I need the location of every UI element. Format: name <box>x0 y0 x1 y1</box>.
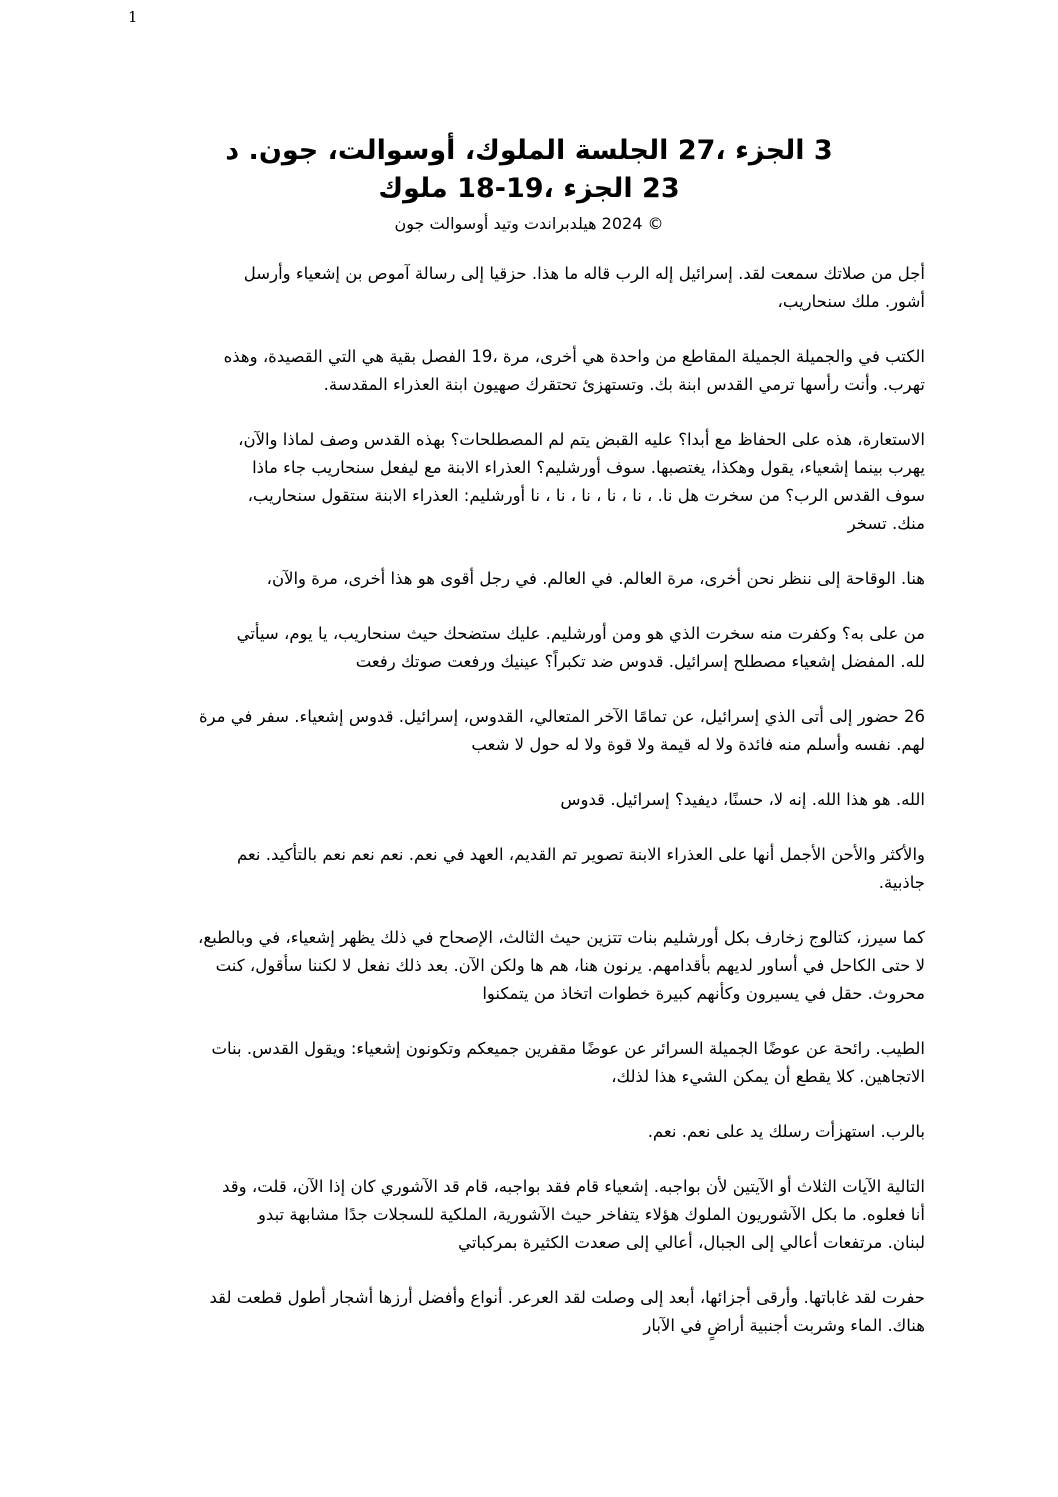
paragraph-line: ‎كنت‏ ‎سأقول،‏ ‎لكننا‏ ‎لا‏ ‎نفعل‏ ‎ذلك‏ ‎بعد‏ ‎الآن.‏ ‎ولكن‏ ‎ها‏ ‎هم‏ ‎هنا،‏ ‎يرنون‏ ‎بأقدامهم.‏ ‎لديهم‏ ‎أساور‏ ‎في‏ ‎الكاحل‏ ‎حتى‏ ‎لا‏ <box>215 956 925 975</box>
paragraph <box>120 841 925 897</box>
paragraph-line: ‎سيأتي‏ ‎يوم،‏ ‎يا‏ ‎سنحاريب،‏ ‎حيث‏ ‎ستضحك‏ ‎عليك‏ ‎أورشليم.‏ ‎ومن‏ ‎هو‏ ‎الذي‏ ‎سخرت‏ ‎منه‏ ‎وكفرت‏ ‎به؟‏ ‎على‏ ‎من‏ <box>236 624 925 643</box>
paragraph <box>120 786 925 814</box>
paragraph <box>120 1173 925 1257</box>
paragraph-line: ‎سنحاريب،‏ ‎ملك‏ ‎أشور.‏ <box>777 292 925 311</box>
paragraph-line: ‎لقد‏ ‎قطعت‏ ‎أطول‏ ‎أشجار‏ ‎أرزها‏ ‎وأفضل‏ ‎أنواع‏ ‎العرعر.‏ ‎لقد‏ ‎وصلت‏ ‎إلى‏ ‎أبعد‏ ‎أجزائها،‏ ‎وأرقى‏ ‎غاباتها.‏ ‎لقد‏ ‎حفرت‏ <box>209 1288 925 1307</box>
paragraph <box>120 426 925 538</box>
paragraph <box>120 343 925 399</box>
paragraph-line: ‎قدوس‏ ‎إسرائيل.‏ ‎ديفيد؟‏ ‎حسنًا،‏ ‎لا،‏ ‎إنه‏ ‎الله.‏ ‎هذا‏ ‎هو‏ ‎الله.‏ <box>560 790 925 809</box>
paragraph-line: ‎جاذبية.‏ <box>878 873 925 892</box>
paragraph-line: ‎وقد‏ ‎قلت،‏ ‎الآن،‏ ‎إذا‏ ‎كان‏ ‎الآشوري‏ ‎قد‏ ‎قام‏ ‎بواجبه،‏ ‎فقد‏ ‎قام‏ ‎إشعياء‏ ‎بواجبه.‏ ‎لأن‏ ‎الآيتين‏ ‎أو‏ ‎الثلاث‏ ‎الآيات‏ ‎التالية‏ <box>222 1177 925 1196</box>
title-line-1: ‎د‏ ‎.جون‏ ‎أوسوالت،‏ ‎الملوك،‏ ‎الجلسة‏ ‎27،‏ ‎الجزء‏ ‎3‏ <box>225 135 833 166</box>
paragraph <box>120 1035 925 1091</box>
paragraph-line: ‎وبالطبع،‏ ‎في‏ ‎إشعياء،‏ ‎يظهر‏ ‎ذلك‏ ‎في‏ ‎الإصحاح‏ ‎الثالث،‏ ‎حيث‏ ‎تتزين‏ ‎بنات‏ ‎أورشليم‏ ‎بكل‏ ‎زخارف‏ ‎كتالوج‏ ‎سيرز،‏ ‎كما‏ <box>198 928 925 947</box>
paragraph <box>120 1284 925 1340</box>
paragraph-line: ‎وأرسل‏ ‎إشعياء‏ ‎بن‏ ‎آموص‏ ‎رسالة‏ ‎إلى‏ ‎حزقيا‏ ‎.هذا‏ ‎ما‏ ‎قاله‏ ‎الرب‏ ‎إله‏ ‎إسرائيل‏ ‎.لقد‏ ‎سمعت‏ ‎صلاتك‏ ‎من‏ ‎أجل‏ <box>243 264 925 283</box>
paragraph-line: ‎نعم‏ ‎بالتأكيد.‏ ‎نعم‏ ‎نعم‏ ‎نعم‏ ‎نعم.‏ ‎في‏ ‎العهد‏ ‎القديم،‏ ‎تم‏ ‎تصوير‏ ‎الابنة‏ ‎العذراء‏ ‎على‏ ‎أنها‏ ‎الأجمل‏ ‎والأحن‏ ‎والأكثر‏ <box>236 845 925 864</box>
paragraph-line: ‎شعب‏ ‎لا‏ ‎حول‏ ‎له‏ ‎ولا‏ ‎قوة‏ ‎ولا‏ ‎قيمة‏ ‎له‏ ‎ولا‏ ‎فائدة‏ ‎منه‏ ‎وأسلم‏ ‎نفسه‏ ‎لهم.‏ <box>471 735 925 754</box>
paragraph-line: ‎والآن،‏ ‎لماذا‏ ‎وصف‏ ‎القدس‏ ‎بهذه‏ ‎المصطلحات؟‏ ‎لم‏ ‎يتم‏ ‎القبض‏ ‎عليه‏ ‎أبدا؟‏ ‎مع‏ ‎الحفاظ‏ ‎على‏ ‎هذه‏ ‎الاستعارة،‏ <box>238 430 925 449</box>
paragraph-line: ‎تسخر‏ ‎منك.‏ <box>847 514 925 533</box>
paragraph-line: ‎والآن،‏ ‎مرة‏ ‎أخرى،‏ ‎هذا‏ ‎هو‏ ‎أقوى‏ ‎رجل‏ ‎في‏ ‎العالم.‏ ‎في‏ ‎العالم.‏ ‎مرة‏ ‎أخرى،‏ ‎نحن‏ ‎ننظر‏ ‎إلى‏ ‎الوقاحة‏ ‎هنا.‏ <box>266 569 925 588</box>
paragraph-line: ‎رفعت‏ ‎صوتك‏ ‎ورفعت‏ ‎عينيك‏ ‎تكبراً؟‏ ‎ضد‏ ‎قدوس‏ ‎إسرائيل.‏ ‎مصطلح‏ ‎إشعياء‏ ‎المفضل‏ ‎لله.‏ <box>355 652 925 671</box>
paragraph-line: ‎ماذا‏ ‎جاء‏ ‎سنحاريب‏ ‎ليفعل‏ ‎مع‏ ‎الابنة‏ ‎العذراء‏ ‎أورشليم؟‏ ‎سوف‏ ‎يغتصبها.‏ ‎وهكذا،‏ ‎يقول‏ ‎إشعياء،‏ ‎بينما‏ ‎يهرب‏ <box>252 458 925 477</box>
paragraph <box>120 620 925 676</box>
copyright-line: ‎جون‏ ‎أوسوالت‏ ‎وتيد‏ ‎هيلدبراندت‏ ‎2024‏ ‎©‏ <box>394 214 664 233</box>
paragraph-line: ‎نعم.‏ ‎نعم.‏ ‎على‏ ‎يد‏ ‎رسلك‏ ‎استهزأت‏ ‎بالرب.‏ <box>647 1122 925 1141</box>
paragraph-line: ‎تبدو‏ ‎مشابهة‏ ‎جدًا‏ ‎للسجلات‏ ‎الملكية‏ ‎الآشورية،‏ ‎حيث‏ ‎يتفاخر‏ ‎هؤلاء‏ ‎الملوك‏ ‎الآشوريون‏ ‎بكل‏ ‎ما‏ ‎فعلوه.‏ ‎أنا‏ <box>257 1205 925 1224</box>
paragraph <box>120 565 925 593</box>
paragraph-line: ‎مرة‏ ‎في‏ ‎سفر‏ ‎إشعياء.‏ ‎قدوس‏ ‎إسرائيل.‏ ‎القدوس،‏ ‎المتعالي،‏ ‎الآخر‏ ‎تمامًا‏ ‎عن‏ ‎إسرائيل،‏ ‎الذي‏ ‎أتى‏ ‎إلى‏ ‎حضور‏ ‎26‏ <box>198 707 925 726</box>
paragraph <box>120 703 925 759</box>
paragraph <box>120 260 925 316</box>
paragraph-line: ‎يتمكنوا‏ ‎من‏ ‎اتخاذ‏ ‎خطوات‏ ‎كبيرة‏ ‎وكأنهم‏ ‎يسيرون‏ ‎في‏ ‎حقل‏ ‎محروث.‏ <box>482 984 925 1003</box>
paragraph-line: ‎المقدسة.‏ ‎العذراء‏ ‎ابنة‏ ‎صهيون‏ ‎تحتقرك‏ ‎وتستهزئ‏ ‎بك.‏ ‎ابنة‏ ‎القدس‏ ‎ترمي‏ ‎رأسها‏ ‎وأنت‏ ‎تهرب.‏ <box>323 375 925 394</box>
paragraph-line: ‎لذلك،‏ ‎هذا‏ ‎الشيء‏ ‎يمكن‏ ‎أن‏ ‎يقطع‏ ‎كلا‏ ‎الاتجاهين.‏ <box>611 1067 925 1086</box>
paragraph-line: ‎سنحاريب،‏ ‎ستقول‏ ‎الابنة‏ ‎العذراء‏ ‎أورشليم:‏ ‎نا‏ ‎،‏ ‎نا‏ ‎،‏ ‎نا‏ ‎،‏ ‎نا‏ ‎،‏ ‎نا‏ ‎،‏ ‎نا.‏ ‎هل‏ ‎سخرت‏ ‎من‏ ‎الرب؟‏ ‎القدس‏ ‎سوف‏ <box>247 486 925 505</box>
document-body <box>120 260 925 1367</box>
title-line-2: ‎ملوك‏ ‎18-19،‏ ‎الجزء‏ ‎23‏ <box>378 173 680 204</box>
page-number: 1 <box>128 8 138 26</box>
paragraph <box>120 924 925 1008</box>
document-title <box>0 132 1058 208</box>
paragraph-line: ‎وهذه‏ ‎القصيدة،‏ ‎التي‏ ‎هي‏ ‎بقية‏ ‎الفصل‏ ‎19،‏ ‎مرة‏ ‎أخرى،‏ ‎هي‏ ‎واحدة‏ ‎من‏ ‎المقاطع‏ ‎الجميلة‏ ‎والجميلة‏ ‎في‏ ‎الكتب‏ <box>223 347 925 366</box>
paragraph-line: ‎الآبار‏ ‎في‏ ‎أراضٍ‏ ‎أجنبية‏ ‎وشربت‏ ‎الماء‏ ‎هناك.‏ <box>643 1316 925 1335</box>
paragraph <box>120 1118 925 1146</box>
paragraph-line: ‎بمركباتي‏ ‎الكثيرة‏ ‎صعدت‏ ‎إلى‏ ‎أعالي‏ ‎الجبال،‏ ‎إلى‏ ‎أعالي‏ ‎مرتفعات‏ ‎لبنان.‏ <box>458 1233 925 1252</box>
paragraph-line: ‎بنات‏ ‎القدس.‏ ‎ويقول‏ ‎إشعياء:‏ ‎وتكونون‏ ‎جميعكم‏ ‎مقفرين‏ ‎عوضًا‏ ‎عن‏ ‎السرائر‏ ‎الجميلة‏ ‎عوضًا‏ ‎عن‏ ‎رائحة‏ ‎الطيب.‏ <box>211 1039 925 1058</box>
